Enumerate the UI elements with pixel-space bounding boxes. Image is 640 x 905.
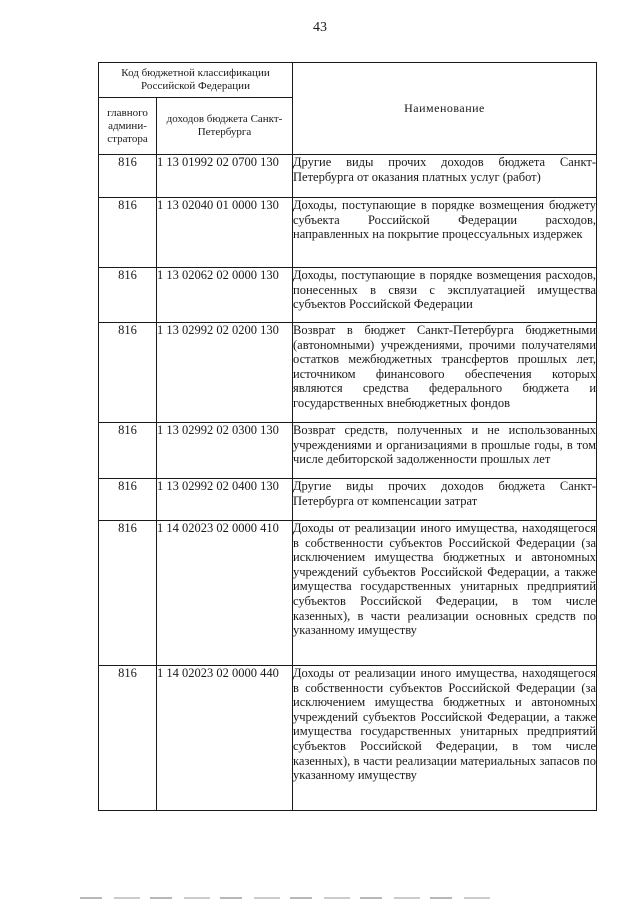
revenue-name: Другие виды прочих доходов бюджета Санкт-Петербурга от оказания платных услуг (работ) bbox=[293, 155, 597, 198]
revenue-name: Другие виды прочих доходов бюджета Санкт-Петербурга от компенсации затрат bbox=[293, 479, 597, 521]
revenue-code: 1 13 02062 02 0000 130 bbox=[157, 268, 293, 323]
table-row bbox=[99, 666, 597, 811]
revenue-name: Доходы, поступающие в порядке возмещения бюджету субъекта Российской Федерации расходов, направленных на покрытие процессуальных издержек bbox=[293, 198, 597, 268]
admin-code: 816 bbox=[99, 423, 157, 479]
header-classification-code: Код бюджетной классификации Российской Федерации bbox=[99, 63, 293, 98]
revenue-name: Возврат в бюджет Санкт-Петербурга бюджетными (автономными) учреждениями, прочими получателями остатков межбюджетных трансфертов прошлых лет, источником финансового обеспечения которых являются средства федерального бюджета и государственных внебюджетных фондов bbox=[293, 323, 597, 423]
revenue-code: 1 13 02992 02 0400 130 bbox=[157, 479, 293, 521]
revenue-name: Доходы от реализации иного имущества, находящегося в собственности субъектов Российской Федерации (за исключением имущества бюджетных и автономных учреждений субъектов Российской Федерации, а также имущества государственных унитарных предприятий субъектов Российской Федерации, в том числе казенных), в части реализации основных средств по указанному имуществу bbox=[293, 521, 597, 666]
admin-code: 816 bbox=[99, 198, 157, 268]
revenue-code: 1 13 02040 01 0000 130 bbox=[157, 198, 293, 268]
admin-code: 816 bbox=[99, 521, 157, 666]
header-name: Наименование bbox=[293, 63, 597, 155]
budget-classification-table bbox=[98, 62, 597, 811]
header-row bbox=[99, 63, 597, 98]
revenue-name: Возврат средств, полученных и не использованных учреждениями и организациями в прошлые годы, в том числе дебиторской задолженности прошлых лет bbox=[293, 423, 597, 479]
revenue-code: 1 13 01992 02 0700 130 bbox=[157, 155, 293, 198]
revenue-name: Доходы, поступающие в порядке возмещения расходов, понесенных в связи с эксплуатацией имущества субъектов Российской Федерации bbox=[293, 268, 597, 323]
admin-code: 816 bbox=[99, 155, 157, 198]
scan-footer-mark bbox=[80, 897, 500, 899]
table-row bbox=[99, 268, 597, 323]
page-number: 43 bbox=[313, 20, 327, 35]
admin-code: 816 bbox=[99, 666, 157, 811]
admin-code: 816 bbox=[99, 479, 157, 521]
revenue-name: Доходы от реализации иного имущества, находящегося в собственности субъектов Российской Федерации (за исключением имущества бюджетных и автономных учреждений субъектов Российской Федерации, а также имущества государственных унитарных предприятий субъектов Российской Федерации, в том числе казенных), в части реализации материальных запасов по указанному имуществу bbox=[293, 666, 597, 811]
header-revenue-code: доходов бюджета Санкт-Петербурга bbox=[157, 98, 293, 155]
table-row bbox=[99, 521, 597, 666]
revenue-code: 1 14 02023 02 0000 410 bbox=[157, 521, 293, 666]
table-row bbox=[99, 479, 597, 521]
table-row bbox=[99, 323, 597, 423]
revenue-code: 1 14 02023 02 0000 440 bbox=[157, 666, 293, 811]
admin-code: 816 bbox=[99, 323, 157, 423]
admin-code: 816 bbox=[99, 268, 157, 323]
revenue-code: 1 13 02992 02 0200 130 bbox=[157, 323, 293, 423]
header-chief-administrator: главного админи-стратора bbox=[99, 98, 157, 155]
table-row bbox=[99, 155, 597, 198]
table-row bbox=[99, 198, 597, 268]
revenue-code: 1 13 02992 02 0300 130 bbox=[157, 423, 293, 479]
table-row bbox=[99, 423, 597, 479]
